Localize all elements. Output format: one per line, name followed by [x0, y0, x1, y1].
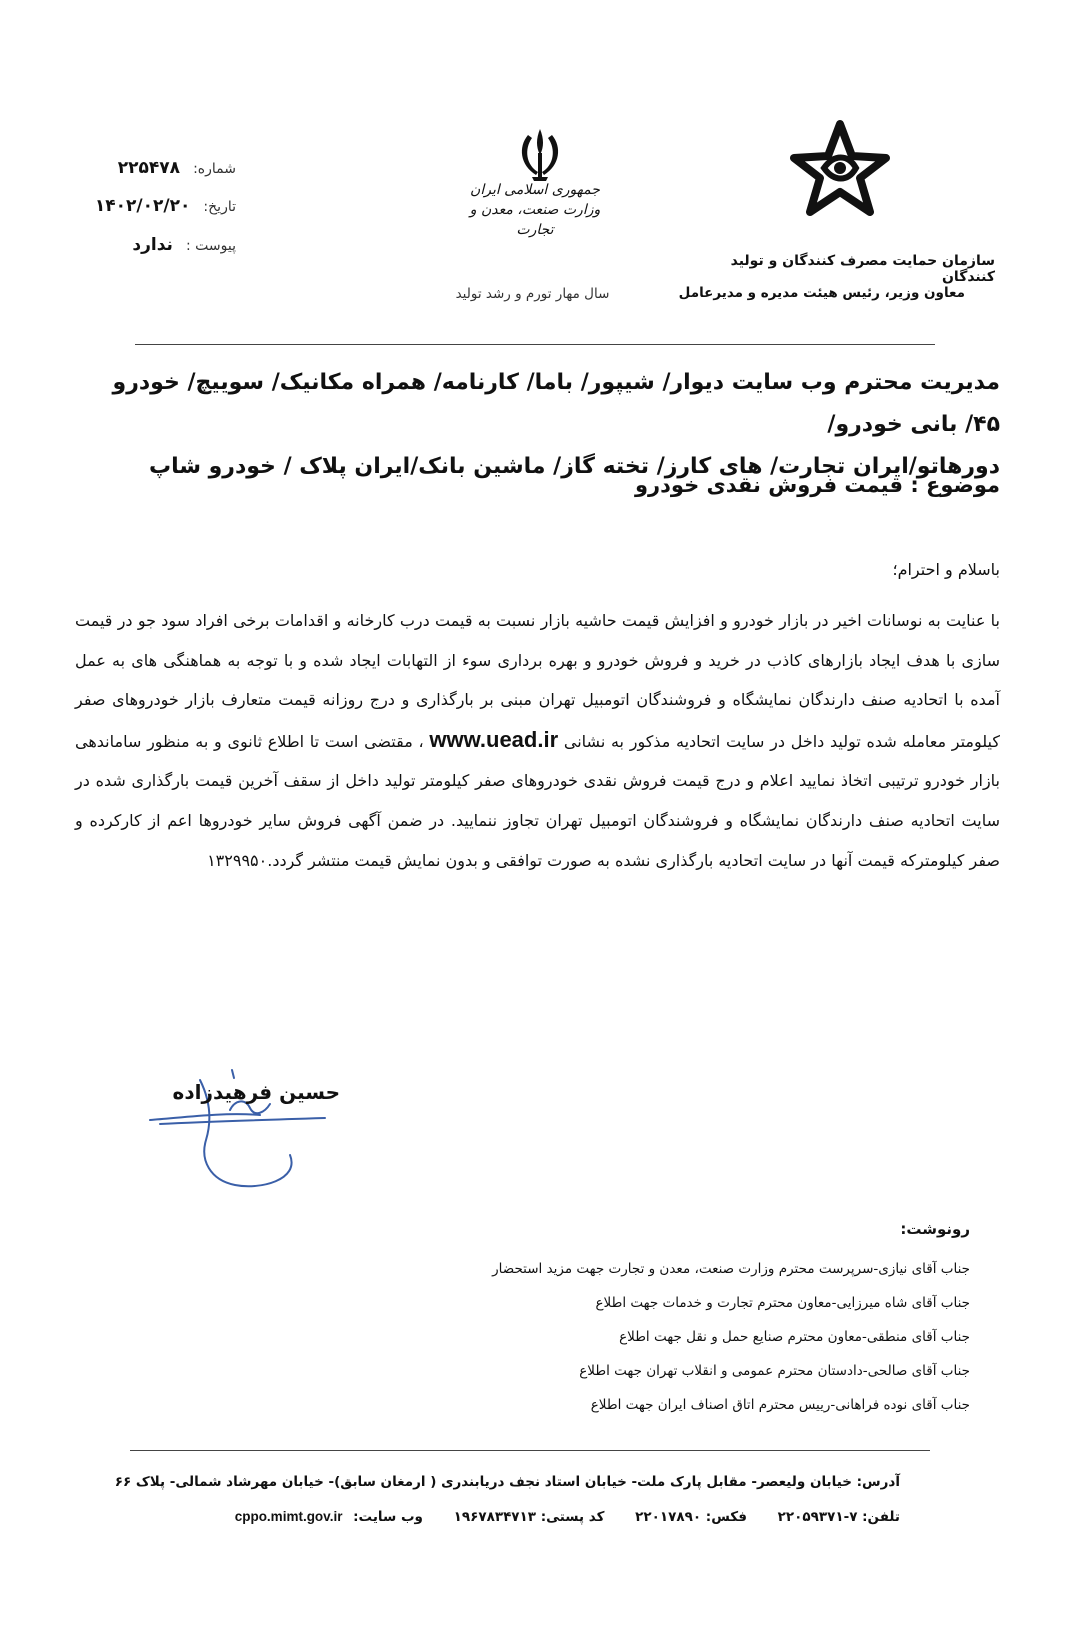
ministry-line-1: جمهوری اسلامی ایران [470, 182, 600, 198]
number-label: شماره: [193, 161, 236, 177]
organization-name: سازمان حمایت مصرف کنندگان و تولید کنندگان [730, 253, 995, 285]
letter-number [86, 158, 236, 182]
attachment-value: ندارد [132, 235, 173, 255]
website-link[interactable]: www.uead.ir [429, 726, 559, 752]
footer-phone: تلفن: ۷-۲۲۰۵۹۳۷۱ [777, 1509, 900, 1525]
footer-postal-code: کد پستی: ۱۹۶۷۸۳۴۷۱۳ [453, 1509, 605, 1525]
date-value: ۱۴۰۲/۰۲/۲۰ [94, 196, 191, 216]
footer-website-link[interactable]: cppo.mimt.gov.ir [234, 1509, 343, 1524]
organization-logo-icon [790, 118, 890, 218]
number-value: ۲۲۵۴۷۸ [117, 158, 180, 178]
attachment-label: پیوست : [186, 238, 236, 254]
cc-item: جناب آقای نوده فراهانی-رییس محترم اتاق اصناف ایران جهت اطلاع [590, 1397, 970, 1413]
year-slogan: سال مهار تورم و رشد تولید [455, 286, 610, 302]
letter-subject: موضوع : قیمت فروش نقدی خودرو [635, 473, 1000, 497]
footer-fax: فکس: ۲۲۰۱۷۸۹۰ [635, 1509, 747, 1525]
ministry-title [455, 180, 615, 240]
cc-title: رونوشت: [900, 1220, 970, 1238]
footer-divider [130, 1450, 930, 1451]
greeting: باسلام و احترام؛ [892, 560, 1000, 579]
body-part-2: ، مقتضی است تا اطلاع ثانوی و به منظور ساماندهی بازار خودرو ترتیبی اتخاذ نمایید اعلام و درج قیمت فروش نقدی خودروهای صفر کیلومتر تولید داخل از سقف آخرین قیمت بارگذاری شده در سایت اتحادیه صنف دارندگان نمایشگاه و فروشندگان اتومبیل تهران تجاوز ننمایید. در ضمن آگهی فروش سایر خودروها اعم از کارکرده و صفر کیلومترکه قیمت آنها در سایت اتحادیه بارگذاری نشده به صورت توافقی و بدون نمایش قیمت منتشر گردد.۱۳۲۹۹۵۰ [75, 731, 1000, 870]
iran-emblem-icon [510, 125, 570, 185]
body-part-1: با عنایت به نوسانات اخیر در بازار خودرو و افزایش قیمت حاشیه بازار نسبت به قیمت درب کارخانه و اقدامات برخی افراد سود جو در قیمت سازی با هدف ایجاد بازارهای کاذب در خرید و فروش خودرو و بهره برداری سوء از التهابات ایجاد شده و با توجه به هماهنگی های به عمل آمده با اتحادیه صنف دارندگان نمایشگاه و فروشندگان اتومبیل تهران مبنی بر بارگذاری و درج روزانه قیمت متعارف بازار خودروهای صفر کیلومتر معامله شده تولید داخل در سایت اتحادیه مذکور به نشانی [75, 611, 1000, 751]
footer-address: آدرس: خیابان ولیعصر- مقابل پارک ملت- خیابان استاد نجف دریابندری ( ارمغان سابق)- خیابان مهرشاد شمالی- پلاک ۶۶ [114, 1474, 900, 1490]
footer-contacts [100, 1509, 900, 1525]
letter-attachment [86, 235, 236, 259]
deputy-title: معاون وزیر، رئیس هیئت مدیره و مدیرعامل [678, 285, 965, 301]
cc-item: جناب آقای صالحی-دادستان محترم عمومی و انقلاب تهران جهت اطلاع [579, 1363, 970, 1379]
letter-date [86, 196, 236, 220]
cc-list [370, 1252, 970, 1422]
cc-item: جناب آقای شاه میرزایی-معاون محترم تجارت و خدمات جهت اطلاع [595, 1295, 970, 1311]
addressee-line-2: دورهاتو/ایران تجارت/ های کارز/ تخته گاز/ ماشین بانک/ایران پلاک / خودرو شاپ [148, 454, 1000, 479]
date-label: تاریخ: [203, 199, 236, 215]
addressee [75, 362, 1000, 488]
header-divider [135, 344, 935, 345]
addressee-line-1: مدیریت محترم وب سایت دیوار/ شیپور/ باما/ کارنامه/ همراه مکانیک/ سوییچ/ خودرو ۴۵/ بانی خودرو/ [112, 370, 1000, 437]
signer-name: حسین فرهیدزاده [172, 1080, 340, 1104]
cc-item: جناب آقای نیازی-سرپرست محترم وزارت صنعت، معدن و تجارت جهت مزید استحضار [492, 1261, 970, 1277]
footer-website-label: وب سایت: [353, 1509, 423, 1525]
ministry-line-2: وزارت صنعت، معدن و تجارت [469, 202, 601, 238]
letter-body [75, 601, 1000, 880]
cc-item: جناب آقای منطقی-معاون محترم صنایع حمل و نقل جهت اطلاع [619, 1329, 970, 1345]
